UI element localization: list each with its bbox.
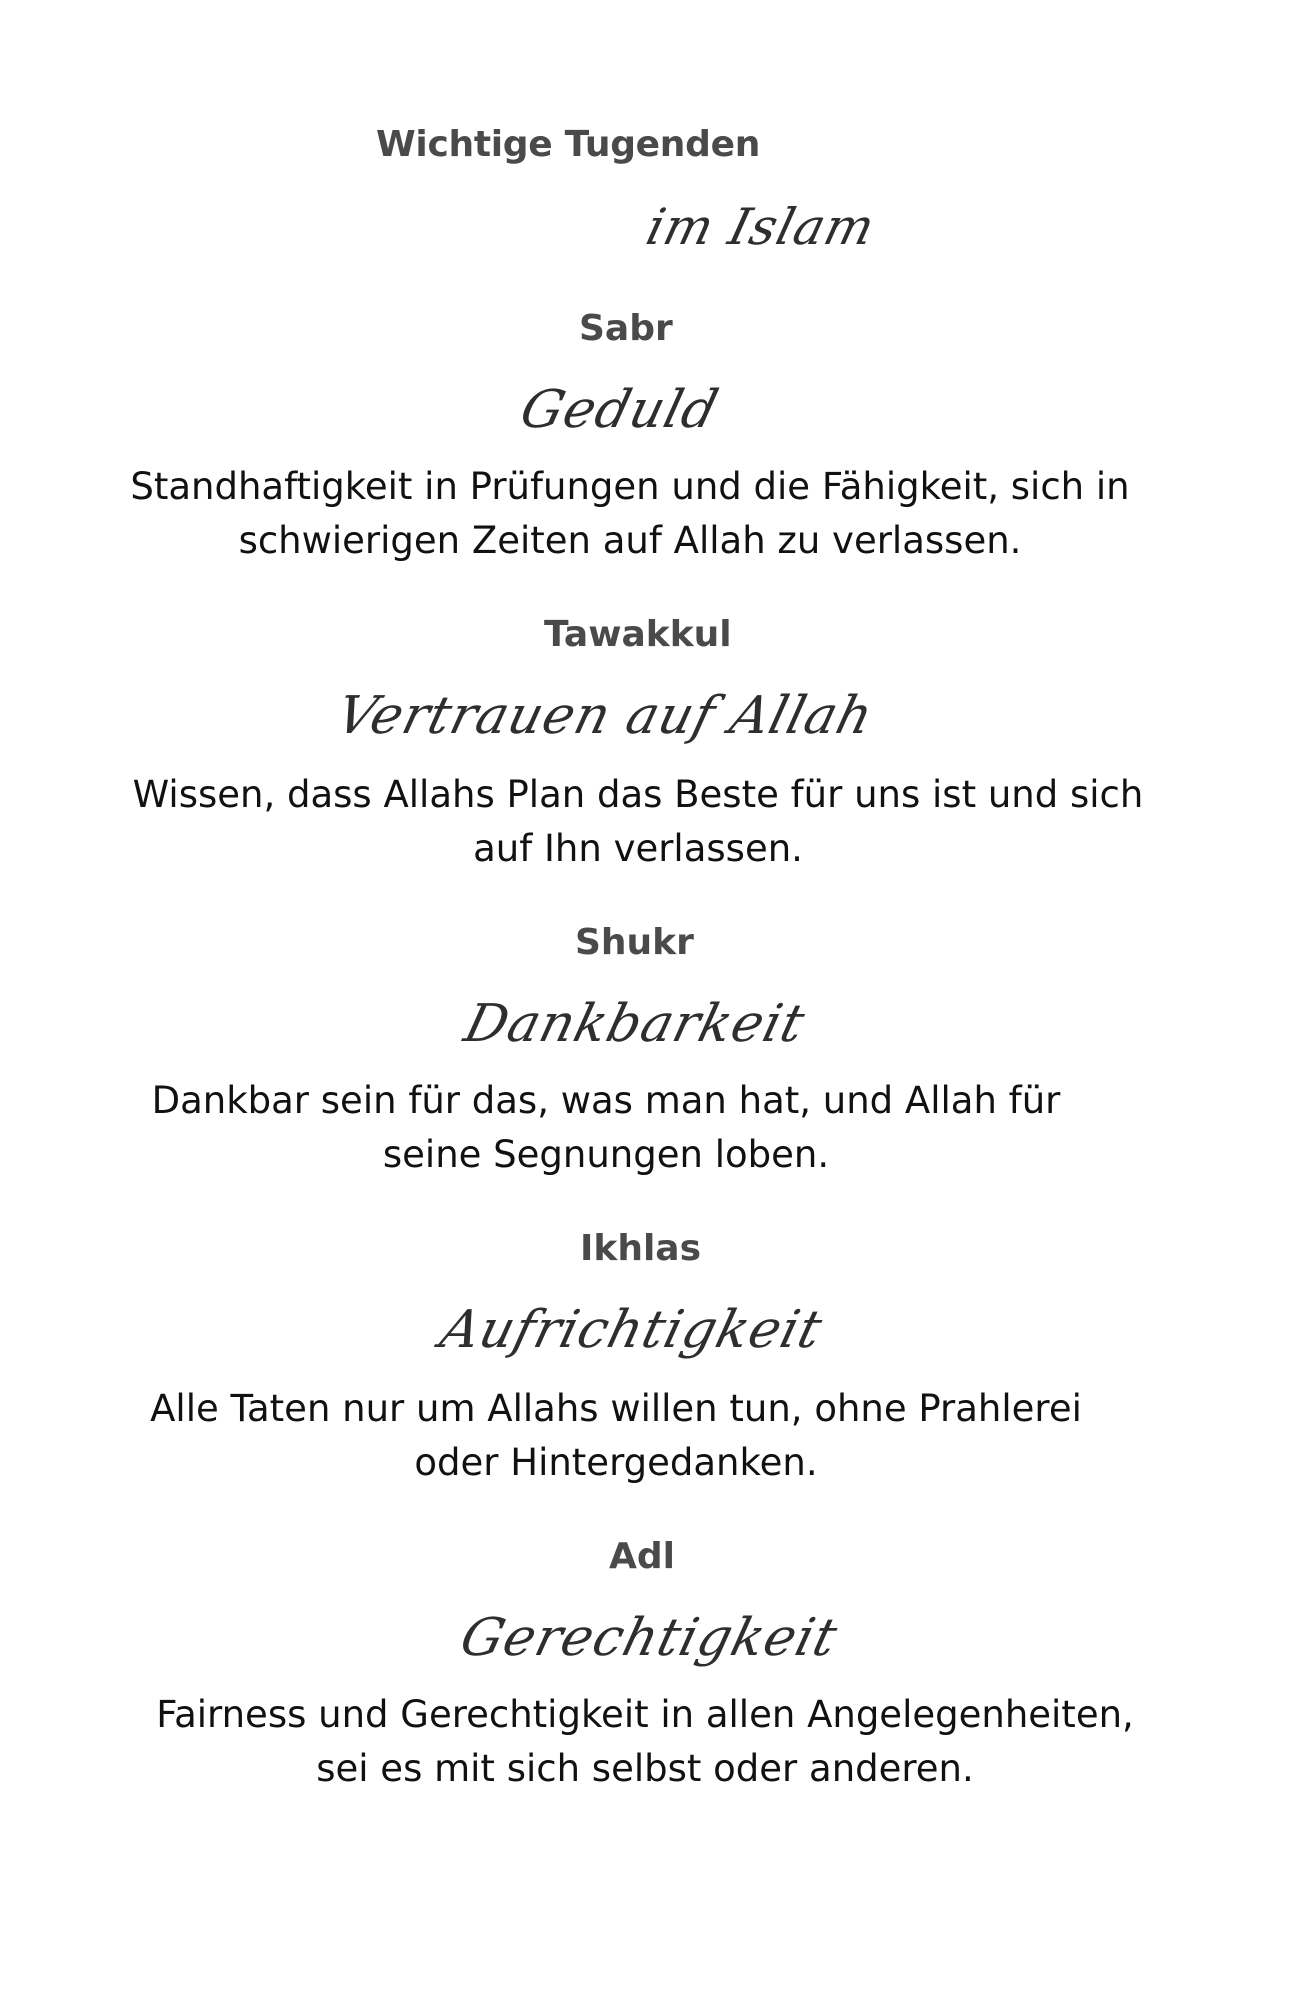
description-line: Standhaftigkeit in Prüfungen und die Fähigkeit, sich in xyxy=(130,465,1130,508)
description-line: auf Ihn verlassen. xyxy=(473,827,803,870)
description-line: schwierigen Zeiten auf Allah zu verlassen. xyxy=(238,519,1022,562)
description-line: Alle Taten nur um Allahs willen tun, ohne Prahlerei xyxy=(150,1387,1082,1430)
virtue-translation-shukr: Dankbarkeit xyxy=(458,994,812,1054)
page-subtitle: im Islam xyxy=(640,198,882,256)
virtue-translation-ikhlas: Aufrichtigkeit xyxy=(434,1300,829,1360)
virtue-description-ikhlas xyxy=(136,1382,1096,1490)
page-title: Wichtige Tugenden xyxy=(376,124,761,165)
virtue-translation-sabr: Geduld xyxy=(514,380,725,440)
virtue-term-shukr: Shukr xyxy=(575,922,694,963)
description-line: Fairness und Gerechtigkeit in allen Angelegenheiten, xyxy=(156,1693,1134,1736)
description-line: sei es mit sich selbst oder anderen. xyxy=(316,1747,974,1790)
virtue-term-adl: Adl xyxy=(609,1536,675,1577)
virtue-description-shukr xyxy=(136,1074,1076,1182)
virtue-term-sabr: Sabr xyxy=(579,308,673,349)
description-line: oder Hintergedanken. xyxy=(414,1441,818,1484)
description-line: seine Segnungen loben. xyxy=(382,1133,830,1176)
virtue-translation-tawakkul: Vertrauen auf Allah xyxy=(330,686,880,746)
description-line: Wissen, dass Allahs Plan das Beste für uns ist und sich xyxy=(132,773,1144,816)
virtue-term-ikhlas: Ikhlas xyxy=(580,1228,702,1269)
description-line: Dankbar sein für das, was man hat, und Allah für xyxy=(151,1079,1061,1122)
virtue-description-adl xyxy=(130,1688,1160,1796)
virtue-term-tawakkul: Tawakkul xyxy=(544,614,732,655)
virtue-translation-adl: Gerechtigkeit xyxy=(454,1608,844,1668)
virtue-description-tawakkul xyxy=(110,768,1166,876)
virtue-description-sabr xyxy=(110,460,1150,568)
